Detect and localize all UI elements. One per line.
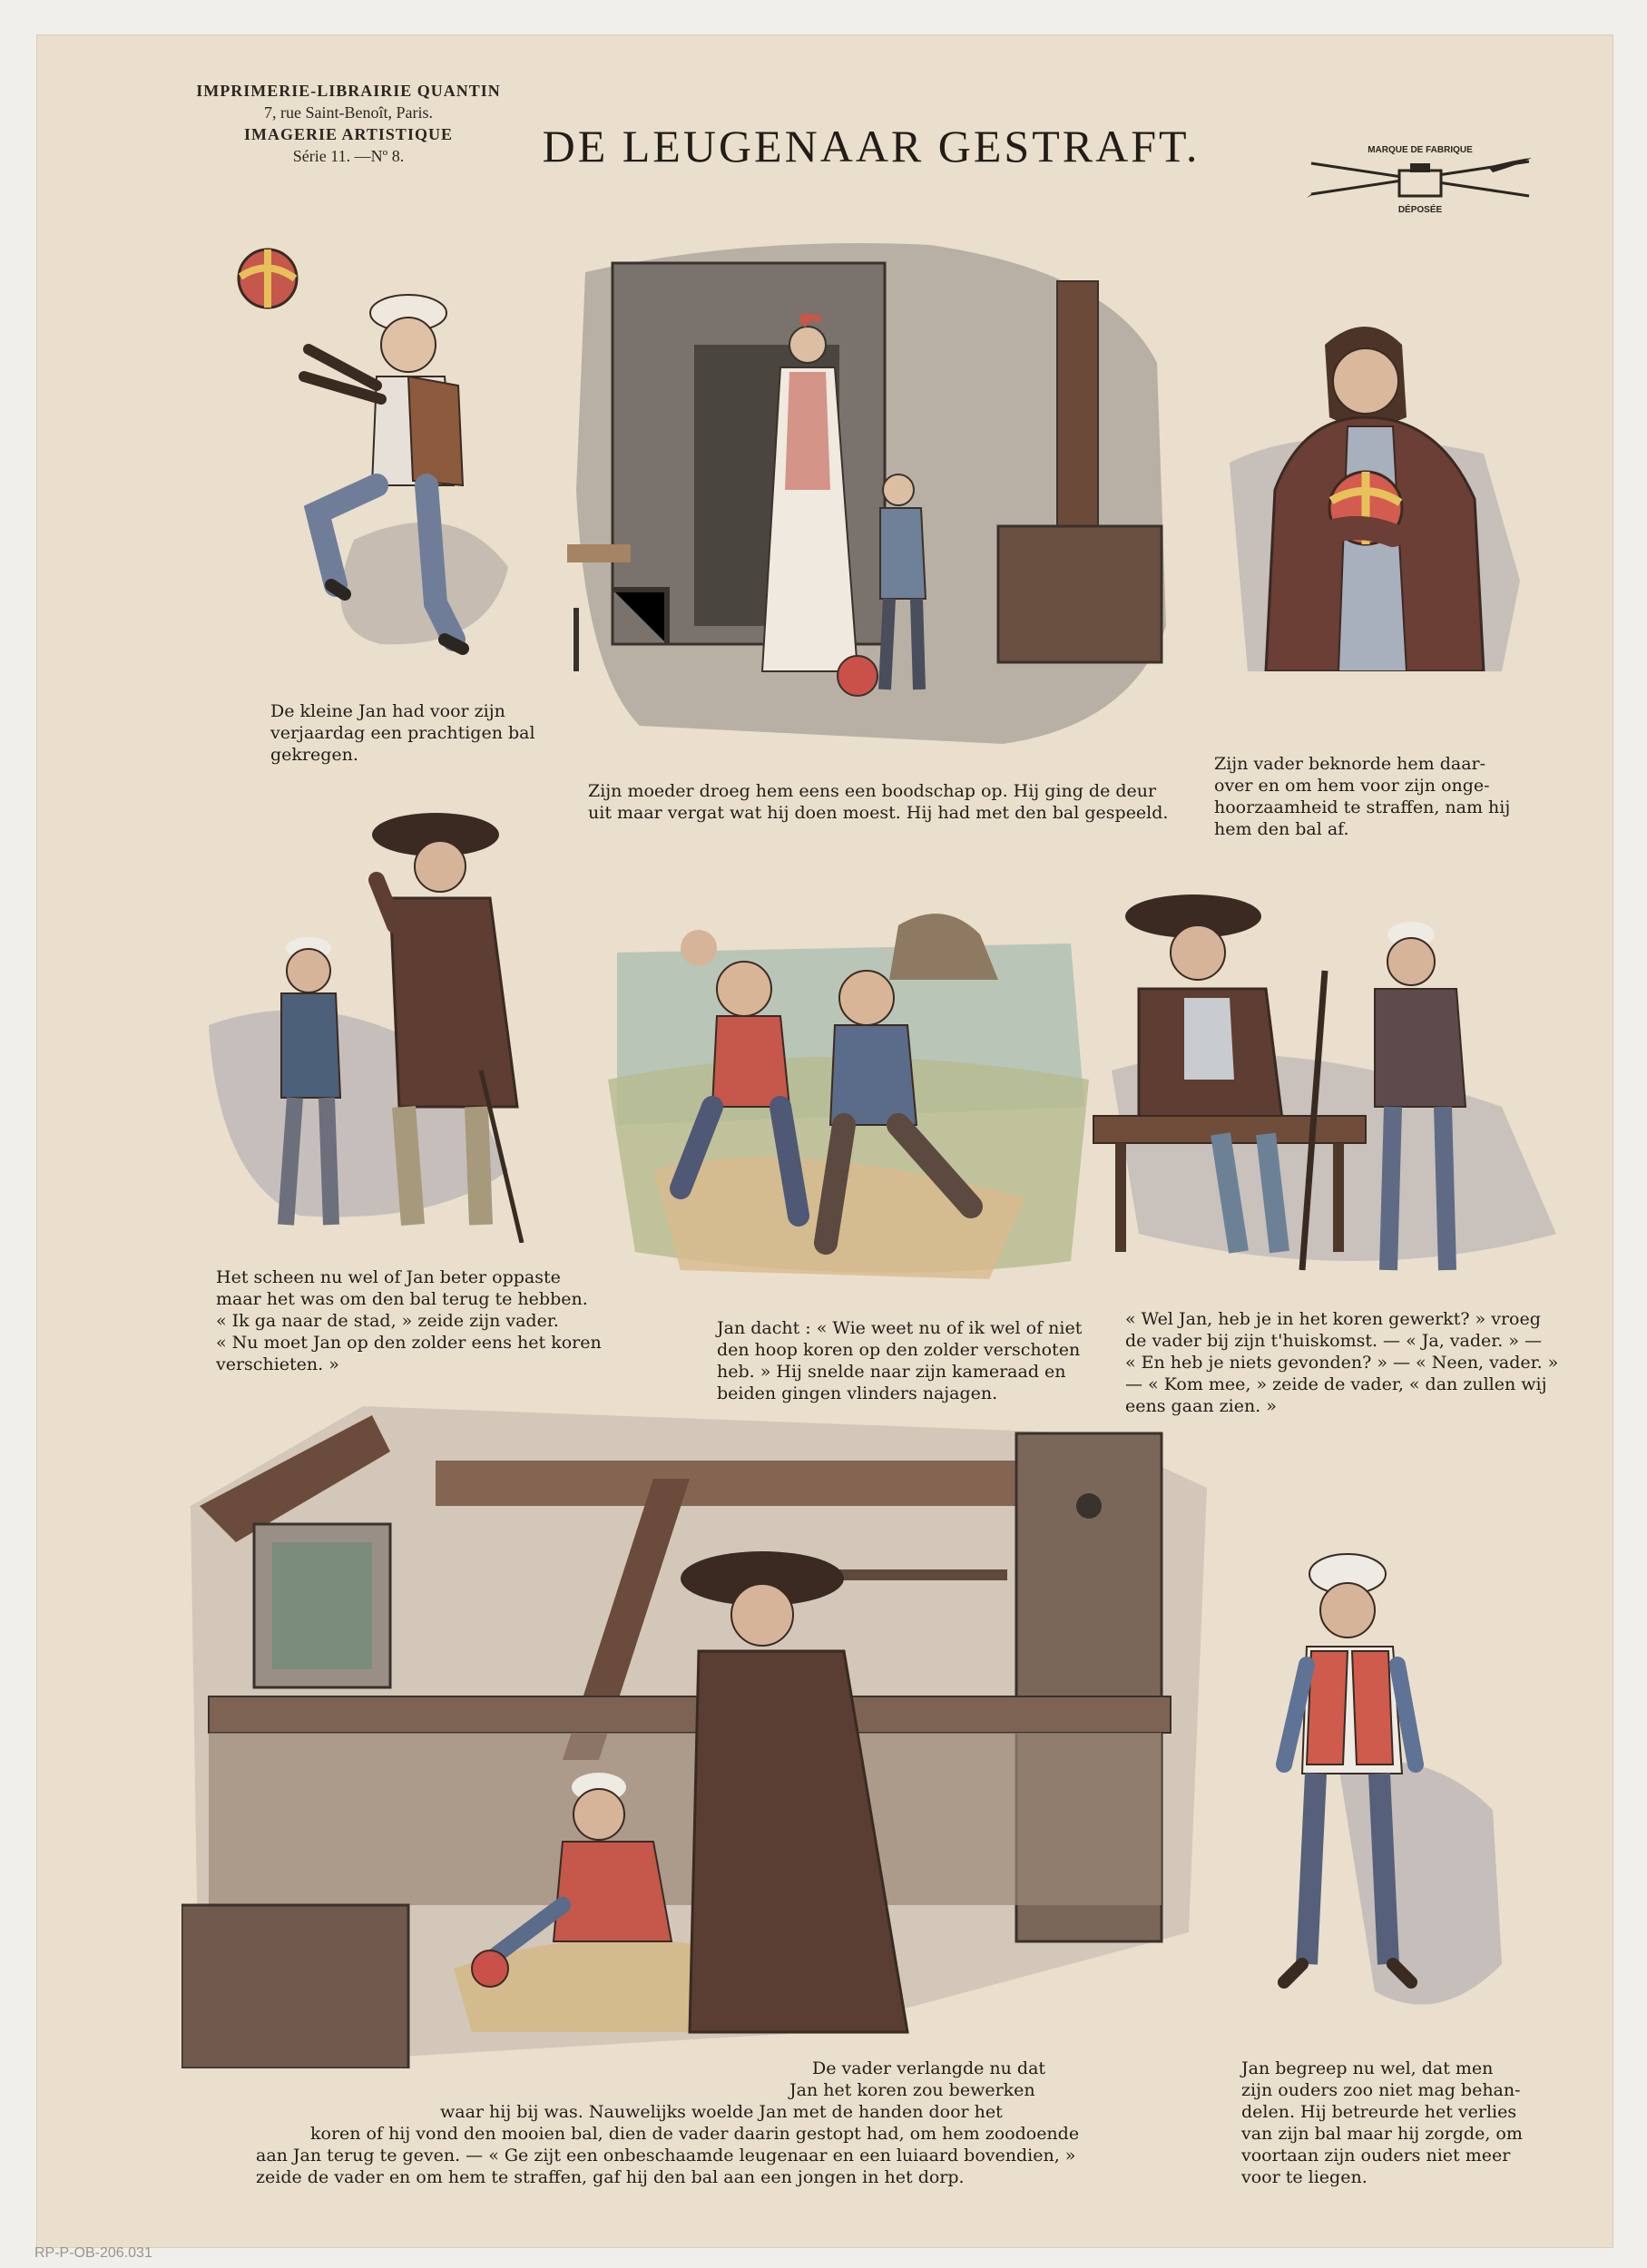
caption-line: gekregen.: [270, 745, 358, 765]
caption-panel-2: [588, 780, 1168, 824]
illustration-attic-scene: [181, 1397, 1216, 2068]
caption-line: Zijn vader beknorde hem daar-: [1214, 754, 1486, 774]
caption-line: zeide de vader en om hem te straffen, gaf hij den bal aan een jongen in het dorp.: [256, 2167, 965, 2187]
caption-line: uit maar vergat wat hij doen moest. Hij had met den bal gespeeld.: [588, 803, 1169, 823]
caption-line: voortaan zijn ouders niet meer: [1241, 2146, 1511, 2165]
illustration-boys-running: [599, 898, 1089, 1288]
caption-panel-8: [1241, 2058, 1523, 2188]
illustration-father-holding-ball: [1211, 308, 1538, 671]
caption-line: aan Jan terug te geven. — « Ge zijt een onbeschaamde leugenaar en een luiaard bovendien, »: [256, 2146, 1076, 2165]
illustration-father-boy-talking: [209, 798, 581, 1243]
caption-line: heb. » Hij snelde naar zijn kameraad en: [717, 1362, 1066, 1382]
caption-line: beiden gingen vlinders najagen.: [717, 1383, 998, 1403]
trademark-bottom-text: DÉPOSÉE: [1397, 205, 1443, 215]
caption-line: « Ik ga naar de stad, » zeide zijn vader.: [216, 1311, 559, 1331]
caption-line: — « Kom mee, » zeide de vader, « dan zullen wij: [1125, 1374, 1547, 1394]
publisher-name: IMPRIMERIE-LIBRAIRIE QUANTIN: [196, 82, 501, 100]
caption-line: « Nu moet Jan op den zolder eens het koren: [216, 1333, 602, 1353]
caption-line: Jan het koren zou bewerken: [789, 2080, 1035, 2100]
inventory-number: RP-P-OB-206.031: [34, 2245, 152, 2261]
caption-line: delen. Hij betreurde het verlies: [1241, 2102, 1517, 2122]
caption-line: Zijn moeder droeg hem eens een boodschap op. Hij ging de deur: [588, 781, 1157, 801]
caption-line: maar het was om den bal terug te hebben.: [216, 1289, 588, 1309]
publisher-series-number: Série 11. —Nº 8.: [292, 147, 405, 165]
caption-line: zijn ouders zoo niet mag behan-: [1241, 2080, 1521, 2100]
illustration-mother-kitchen: [567, 218, 1171, 762]
caption-line: eens gaan zien. »: [1125, 1396, 1277, 1416]
caption-line: « Wel Jan, heb je in het koren gewerkt? » vroeg: [1125, 1309, 1541, 1329]
quill-inkwell-icon: [1307, 154, 1534, 209]
caption-line: over en om hem voor zijn onge-: [1214, 776, 1490, 796]
caption-line: Het scheen nu wel of Jan beter oppaste: [216, 1267, 561, 1287]
caption-line: waar hij bij was. Nauwelijks woelde Jan met de handen door het: [440, 2102, 1003, 2122]
caption-line: Jan begreep nu wel, dat men: [1241, 2058, 1494, 2078]
caption-line: koren of hij vond den mooien bal, dien de vader daarin gestopt had, om hem zoodoende: [310, 2124, 1080, 2144]
caption-line: den hoop koren op den zolder verschoten: [717, 1340, 1081, 1360]
illustration-father-seated-boy: [1084, 889, 1556, 1288]
caption-line: De kleine Jan had voor zijn: [270, 701, 505, 721]
caption-line: de vader bij zijn t'huiskomst. — « Ja, vader. » —: [1125, 1331, 1542, 1351]
illustration-boy-standing: [1230, 1538, 1538, 2064]
publisher-series-name: IMAGERIE ARTISTIQUE: [244, 125, 453, 143]
caption-panel-5: [717, 1317, 1082, 1404]
caption-line: « En heb je niets gevonden? » — « Neen, vader. »: [1125, 1353, 1559, 1373]
caption-panel-6: [1125, 1308, 1558, 1417]
page-title: DE LEUGENAAR GESTRAFT.: [542, 121, 1201, 171]
caption-panel-3: [1214, 753, 1510, 840]
publisher-block: [154, 80, 543, 167]
caption-panel-7: [245, 2058, 1079, 2188]
caption-line: hem den bal af.: [1214, 819, 1349, 839]
caption-line: verjaardag een prachtigen bal: [270, 723, 535, 743]
illustration-boy-playing-ball: [218, 240, 544, 671]
caption-line: van zijn bal maar hij zorgde, om: [1241, 2124, 1523, 2144]
caption-line: De vader verlangde nu dat: [812, 2058, 1046, 2078]
trademark-top-text: MARQUE DE FABRIQUE: [1368, 145, 1473, 155]
caption-line: hoorzaamheid te straffen, nam hij: [1214, 797, 1511, 817]
trademark-emblem: [1307, 145, 1534, 221]
caption-line: Jan dacht : « Wie weet nu of ik wel of niet: [717, 1318, 1083, 1338]
caption-panel-1: [270, 700, 535, 766]
caption-line: voor te liegen.: [1241, 2167, 1368, 2187]
caption-line: verschieten. »: [216, 1354, 339, 1374]
publisher-address: 7, rue Saint-Benoît, Paris.: [264, 103, 433, 122]
caption-panel-4: [216, 1266, 602, 1375]
